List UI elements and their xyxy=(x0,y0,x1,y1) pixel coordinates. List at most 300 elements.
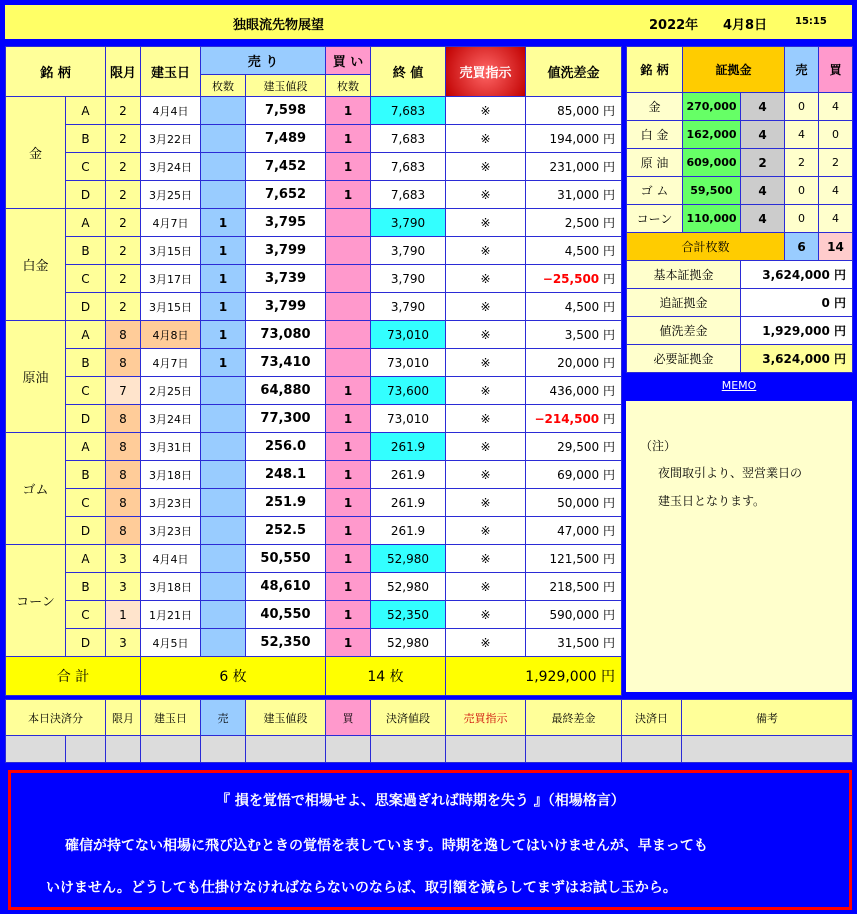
diff-value: 85,000 xyxy=(557,104,600,118)
app-title: 独眼流先物展望 xyxy=(233,18,325,33)
settle-col-sell: 売 xyxy=(201,700,246,736)
position-sell-qty[interactable] xyxy=(201,153,246,181)
position-close-price: 52,980 xyxy=(371,629,446,657)
position-month[interactable]: 8 xyxy=(106,461,141,489)
yen-unit: 円 xyxy=(602,524,615,538)
position-open-price[interactable]: 251.9 xyxy=(246,489,326,517)
position-order-mark[interactable]: ※ xyxy=(446,153,526,181)
position-id: A xyxy=(66,97,106,125)
margin-col-symbol: 銘 柄 xyxy=(627,47,683,93)
position-open-price[interactable]: 3,795 xyxy=(246,209,326,237)
position-id: B xyxy=(66,573,106,601)
settle-col-open-price: 建玉値段 xyxy=(246,700,326,736)
settle-cell[interactable] xyxy=(622,736,682,763)
position-id: D xyxy=(66,517,106,545)
position-id: D xyxy=(66,181,106,209)
margin-commodity: 白 金 xyxy=(627,121,683,149)
position-month[interactable]: 8 xyxy=(106,405,141,433)
position-month[interactable]: 2 xyxy=(106,181,141,209)
position-open-date[interactable]: 4月7日 xyxy=(141,349,201,377)
position-month[interactable]: 2 xyxy=(106,97,141,125)
margin-qty: 4 xyxy=(741,93,785,121)
position-open-price[interactable]: 3,739 xyxy=(246,265,326,293)
position-month[interactable]: 2 xyxy=(106,237,141,265)
position-open-price[interactable]: 64,880 xyxy=(246,377,326,405)
col-sell: 売 り xyxy=(201,47,326,75)
position-id: B xyxy=(66,125,106,153)
settlement-table xyxy=(5,699,853,763)
margin-qty: 4 xyxy=(741,205,785,233)
position-row xyxy=(6,97,622,125)
position-order-mark[interactable]: ※ xyxy=(446,489,526,517)
settle-cell[interactable] xyxy=(446,736,526,763)
position-order-mark[interactable]: ※ xyxy=(446,601,526,629)
position-month[interactable]: 2 xyxy=(106,125,141,153)
diff-value: −25,500 xyxy=(542,272,600,286)
position-diff xyxy=(526,545,622,573)
position-diff xyxy=(526,433,622,461)
position-diff xyxy=(526,349,622,377)
margin-col-buy: 買 xyxy=(819,47,853,93)
margin-sell-qty: 0 xyxy=(785,93,819,121)
position-sell-qty[interactable] xyxy=(201,545,246,573)
diff-value: −214,500 xyxy=(534,412,600,426)
position-buy-qty[interactable] xyxy=(326,293,371,321)
settle-cell[interactable] xyxy=(6,736,66,763)
position-close-price: 261.9 xyxy=(371,461,446,489)
diff-value: 50,000 xyxy=(557,496,600,510)
position-row xyxy=(6,265,622,293)
position-buy-qty[interactable] xyxy=(326,237,371,265)
position-open-date[interactable]: 3月25日 xyxy=(141,181,201,209)
position-close-price: 73,600 xyxy=(371,377,446,405)
position-row xyxy=(6,321,622,349)
summary-value: 3,624,000 円 xyxy=(741,261,853,289)
position-order-mark[interactable]: ※ xyxy=(446,545,526,573)
proverb-line: 確信が持てない相場に飛び込むときの覚悟を表しています。時期を逸してはいけませんが、早まっても xyxy=(65,838,708,854)
commodity-name: 金 xyxy=(6,97,66,209)
margin-buy-qty: 2 xyxy=(819,149,853,177)
diff-value: 3,500 xyxy=(564,328,600,342)
position-buy-qty[interactable]: 1 xyxy=(326,629,371,657)
position-order-mark[interactable]: ※ xyxy=(446,629,526,657)
position-open-date[interactable]: 3月17日 xyxy=(141,265,201,293)
position-buy-qty[interactable]: 1 xyxy=(326,153,371,181)
margin-amount: 270,000 xyxy=(683,93,741,121)
position-sell-qty[interactable] xyxy=(201,461,246,489)
settle-cell[interactable] xyxy=(371,736,446,763)
col-open-date: 建玉日 xyxy=(141,47,201,97)
position-month[interactable]: 8 xyxy=(106,433,141,461)
margin-row xyxy=(627,149,853,177)
diff-value: 194,000 xyxy=(549,132,600,146)
settle-cell[interactable] xyxy=(682,736,853,763)
position-open-price[interactable]: 7,489 xyxy=(246,125,326,153)
settle-col-notes: 備考 xyxy=(682,700,853,736)
position-order-mark[interactable]: ※ xyxy=(446,209,526,237)
header-year: 2022年 xyxy=(649,18,699,33)
position-order-mark[interactable]: ※ xyxy=(446,125,526,153)
position-sell-qty[interactable] xyxy=(201,181,246,209)
position-month[interactable]: 1 xyxy=(106,601,141,629)
position-open-date[interactable]: 3月24日 xyxy=(141,405,201,433)
position-order-mark[interactable]: ※ xyxy=(446,461,526,489)
position-diff xyxy=(526,97,622,125)
settle-cell[interactable] xyxy=(246,736,326,763)
position-open-date[interactable]: 3月22日 xyxy=(141,125,201,153)
position-close-price: 7,683 xyxy=(371,153,446,181)
yen-unit: 円 xyxy=(602,440,615,454)
position-buy-qty[interactable] xyxy=(326,209,371,237)
position-row xyxy=(6,405,622,433)
position-diff xyxy=(526,181,622,209)
position-order-mark[interactable]: ※ xyxy=(446,573,526,601)
position-order-mark[interactable]: ※ xyxy=(446,237,526,265)
settle-col-open-date: 建玉日 xyxy=(141,700,201,736)
position-diff xyxy=(526,125,622,153)
position-close-price: 52,350 xyxy=(371,601,446,629)
position-order-mark[interactable]: ※ xyxy=(446,97,526,125)
position-diff xyxy=(526,517,622,545)
margin-col-sell: 売 xyxy=(785,47,819,93)
position-sell-qty[interactable] xyxy=(201,517,246,545)
position-close-price: 7,683 xyxy=(371,97,446,125)
yen-unit: 円 xyxy=(602,412,615,426)
yen-unit: 円 xyxy=(602,608,615,622)
position-buy-qty[interactable]: 1 xyxy=(326,433,371,461)
position-open-price[interactable]: 248.1 xyxy=(246,461,326,489)
position-buy-qty[interactable]: 1 xyxy=(326,517,371,545)
position-sell-qty[interactable]: 1 xyxy=(201,265,246,293)
margin-commodity: ゴ ム xyxy=(627,177,683,205)
position-order-mark[interactable]: ※ xyxy=(446,265,526,293)
position-id: C xyxy=(66,601,106,629)
position-row xyxy=(6,461,622,489)
margin-sell-qty: 0 xyxy=(785,205,819,233)
position-diff xyxy=(526,265,622,293)
position-month[interactable]: 7 xyxy=(106,377,141,405)
position-row xyxy=(6,601,622,629)
position-sell-qty[interactable] xyxy=(201,405,246,433)
yen-unit: 円 xyxy=(602,132,615,146)
margin-summary-row xyxy=(627,289,853,317)
yen-unit: 円 xyxy=(602,356,615,370)
position-row xyxy=(6,293,622,321)
position-open-price[interactable]: 40,550 xyxy=(246,601,326,629)
col-symbol: 銘 柄 xyxy=(6,47,106,97)
margin-amount: 162,000 xyxy=(683,121,741,149)
margin-sell-qty: 4 xyxy=(785,121,819,149)
position-row xyxy=(6,545,622,573)
position-open-date[interactable]: 3月18日 xyxy=(141,573,201,601)
col-month: 限月 xyxy=(106,47,141,97)
diff-value: 231,000 xyxy=(549,160,600,174)
col-order: 売買指示 xyxy=(446,47,526,97)
position-month[interactable]: 3 xyxy=(106,629,141,657)
position-sell-qty[interactable] xyxy=(201,489,246,517)
position-sell-qty[interactable] xyxy=(201,433,246,461)
settle-col-settle-price: 決済値段 xyxy=(371,700,446,736)
position-sell-qty[interactable] xyxy=(201,573,246,601)
position-open-price[interactable]: 77,300 xyxy=(246,405,326,433)
position-diff xyxy=(526,573,622,601)
summary-value: 1,929,000 円 xyxy=(741,317,853,345)
position-open-price[interactable]: 48,610 xyxy=(246,573,326,601)
position-open-date[interactable]: 4月7日 xyxy=(141,209,201,237)
position-order-mark[interactable]: ※ xyxy=(446,321,526,349)
margin-buy-qty: 0 xyxy=(819,121,853,149)
position-open-price[interactable]: 52,350 xyxy=(246,629,326,657)
position-id: B xyxy=(66,237,106,265)
position-open-date[interactable]: 4月4日 xyxy=(141,97,201,125)
position-close-price: 52,980 xyxy=(371,573,446,601)
margin-sell-qty: 0 xyxy=(785,177,819,205)
position-open-price[interactable]: 7,652 xyxy=(246,181,326,209)
position-order-mark[interactable]: ※ xyxy=(446,405,526,433)
position-open-date[interactable]: 4月5日 xyxy=(141,629,201,657)
position-month[interactable]: 2 xyxy=(106,209,141,237)
position-month[interactable]: 3 xyxy=(106,545,141,573)
margin-table xyxy=(626,46,853,373)
total-label: 合 計 xyxy=(6,657,141,696)
position-id: B xyxy=(66,349,106,377)
position-row xyxy=(6,349,622,377)
diff-value: 436,000 xyxy=(549,384,600,398)
yen-unit: 円 xyxy=(602,244,615,258)
position-buy-qty[interactable]: 1 xyxy=(326,97,371,125)
position-order-mark[interactable]: ※ xyxy=(446,433,526,461)
settle-col-final-diff: 最終差金 xyxy=(526,700,622,736)
margin-sell-qty: 2 xyxy=(785,149,819,177)
yen-unit: 円 xyxy=(602,384,615,398)
yen-unit: 円 xyxy=(602,188,615,202)
position-buy-qty[interactable] xyxy=(326,321,371,349)
yen-unit: 円 xyxy=(602,160,615,174)
position-id: C xyxy=(66,265,106,293)
margin-row xyxy=(627,93,853,121)
position-buy-qty[interactable]: 1 xyxy=(326,377,371,405)
position-id: C xyxy=(66,489,106,517)
position-diff xyxy=(526,293,622,321)
position-close-price: 7,683 xyxy=(371,181,446,209)
header-time: 15:15 xyxy=(795,16,827,27)
summary-label: 必要証拠金 xyxy=(627,345,741,373)
diff-value: 218,500 xyxy=(549,580,600,594)
position-row xyxy=(6,489,622,517)
yen-unit: 円 xyxy=(602,104,615,118)
col-buy: 買 い xyxy=(326,47,371,75)
position-open-date[interactable]: 3月15日 xyxy=(141,293,201,321)
diff-value: 47,000 xyxy=(557,524,600,538)
position-open-price[interactable]: 7,598 xyxy=(246,97,326,125)
position-row xyxy=(6,181,622,209)
position-sell-qty[interactable] xyxy=(201,601,246,629)
position-id: D xyxy=(66,405,106,433)
diff-value: 121,500 xyxy=(549,552,600,566)
yen-unit: 円 xyxy=(602,216,615,230)
position-open-date[interactable]: 3月23日 xyxy=(141,517,201,545)
position-diff xyxy=(526,377,622,405)
margin-commodity: 原 油 xyxy=(627,149,683,177)
position-open-date[interactable]: 3月24日 xyxy=(141,153,201,181)
position-row xyxy=(6,209,622,237)
margin-col-deposit: 証拠金 xyxy=(683,47,785,93)
position-open-date[interactable]: 3月23日 xyxy=(141,489,201,517)
position-id: B xyxy=(66,461,106,489)
settle-cell[interactable] xyxy=(201,736,246,763)
position-order-mark[interactable]: ※ xyxy=(446,377,526,405)
col-close: 終 値 xyxy=(371,47,446,97)
position-buy-qty[interactable] xyxy=(326,349,371,377)
position-sell-qty[interactable] xyxy=(201,125,246,153)
settle-cell[interactable] xyxy=(141,736,201,763)
position-sell-qty[interactable]: 1 xyxy=(201,293,246,321)
position-row xyxy=(6,573,622,601)
position-month[interactable]: 8 xyxy=(106,321,141,349)
position-month[interactable]: 8 xyxy=(106,489,141,517)
position-row xyxy=(6,153,622,181)
position-row xyxy=(6,237,622,265)
col-sell-qty: 枚数 xyxy=(201,75,246,97)
position-diff xyxy=(526,629,622,657)
margin-qty: 4 xyxy=(741,121,785,149)
margin-commodity: コーン xyxy=(627,205,683,233)
position-month[interactable]: 8 xyxy=(106,349,141,377)
position-id: D xyxy=(66,293,106,321)
position-sell-qty[interactable] xyxy=(201,377,246,405)
position-open-date[interactable]: 4月8日 xyxy=(141,321,201,349)
col-buy-qty: 枚数 xyxy=(326,75,371,97)
position-open-price[interactable]: 7,452 xyxy=(246,153,326,181)
position-row xyxy=(6,125,622,153)
position-open-date[interactable]: 3月31日 xyxy=(141,433,201,461)
position-id: D xyxy=(66,629,106,657)
memo-link[interactable]: MEMO xyxy=(721,379,757,392)
settle-cell[interactable] xyxy=(66,736,106,763)
summary-label: 基本証拠金 xyxy=(627,261,741,289)
col-open-price: 建玉値段 xyxy=(246,75,326,97)
commodity-name: 白金 xyxy=(6,209,66,321)
position-order-mark[interactable]: ※ xyxy=(446,293,526,321)
positions-table xyxy=(5,46,622,696)
position-open-date[interactable]: 1月21日 xyxy=(141,601,201,629)
position-buy-qty[interactable]: 1 xyxy=(326,489,371,517)
position-buy-qty[interactable]: 1 xyxy=(326,461,371,489)
proverb-line: いけません。どうしても仕掛けなければならないのならば、取引額を減らしてまずはお試し玉から。 xyxy=(46,880,677,896)
position-sell-qty[interactable] xyxy=(201,629,246,657)
position-open-date[interactable]: 3月18日 xyxy=(141,461,201,489)
position-open-date[interactable]: 3月15日 xyxy=(141,237,201,265)
yen-unit: 円 xyxy=(602,636,615,650)
position-close-price: 261.9 xyxy=(371,433,446,461)
diff-value: 590,000 xyxy=(549,608,600,622)
position-buy-qty[interactable]: 1 xyxy=(326,405,371,433)
position-order-mark[interactable]: ※ xyxy=(446,349,526,377)
settle-cell[interactable] xyxy=(326,736,371,763)
position-diff xyxy=(526,601,622,629)
position-close-price: 3,790 xyxy=(371,237,446,265)
position-order-mark[interactable]: ※ xyxy=(446,181,526,209)
position-month[interactable]: 3 xyxy=(106,573,141,601)
position-buy-qty[interactable]: 1 xyxy=(326,601,371,629)
header-date: 4月8日 xyxy=(723,18,768,33)
settle-cell[interactable] xyxy=(526,736,622,763)
diff-value: 31,000 xyxy=(557,188,600,202)
position-buy-qty[interactable]: 1 xyxy=(326,181,371,209)
margin-summary-row xyxy=(627,345,853,373)
title-bar xyxy=(5,5,852,39)
margin-total-row xyxy=(627,233,853,261)
position-month[interactable]: 2 xyxy=(106,293,141,321)
margin-qty: 2 xyxy=(741,149,785,177)
position-month[interactable]: 2 xyxy=(106,153,141,181)
position-open-price[interactable]: 256.0 xyxy=(246,433,326,461)
position-sell-qty[interactable]: 1 xyxy=(201,209,246,237)
yen-unit: 円 xyxy=(602,468,615,482)
position-close-price: 7,683 xyxy=(371,125,446,153)
col-diff: 値洗差金 xyxy=(526,47,622,97)
position-open-date[interactable]: 4月4日 xyxy=(141,545,201,573)
settle-col-today: 本日決済分 xyxy=(6,700,106,736)
position-sell-qty[interactable]: 1 xyxy=(201,237,246,265)
summary-value: 3,624,000 円 xyxy=(741,345,853,373)
position-id: C xyxy=(66,377,106,405)
position-diff xyxy=(526,461,622,489)
diff-value: 4,500 xyxy=(564,300,600,314)
total-diff: 1,929,000 円 xyxy=(446,657,622,696)
yen-unit: 円 xyxy=(602,300,615,314)
commodity-name: 原油 xyxy=(6,321,66,433)
position-close-price: 3,790 xyxy=(371,293,446,321)
position-sell-qty[interactable]: 1 xyxy=(201,349,246,377)
yen-unit: 円 xyxy=(602,496,615,510)
position-open-price[interactable]: 73,080 xyxy=(246,321,326,349)
position-id: A xyxy=(66,321,106,349)
commodity-name: ゴム xyxy=(6,433,66,545)
position-row xyxy=(6,433,622,461)
position-close-price: 261.9 xyxy=(371,517,446,545)
margin-summary-row xyxy=(627,261,853,289)
position-open-price[interactable]: 252.5 xyxy=(246,517,326,545)
settle-cell[interactable] xyxy=(106,736,141,763)
position-id: A xyxy=(66,209,106,237)
position-open-date[interactable]: 2月25日 xyxy=(141,377,201,405)
position-close-price: 73,010 xyxy=(371,405,446,433)
position-open-price[interactable]: 3,799 xyxy=(246,293,326,321)
position-buy-qty[interactable]: 1 xyxy=(326,125,371,153)
margin-row xyxy=(627,205,853,233)
position-sell-qty[interactable] xyxy=(201,97,246,125)
margin-total-label: 合計枚数 xyxy=(627,233,785,261)
settle-col-date: 決済日 xyxy=(622,700,682,736)
position-buy-qty[interactable]: 1 xyxy=(326,573,371,601)
summary-value: 0 円 xyxy=(741,289,853,317)
margin-total-sell: 6 xyxy=(785,233,819,261)
position-month[interactable]: 8 xyxy=(106,517,141,545)
position-id: C xyxy=(66,153,106,181)
position-open-price[interactable]: 3,799 xyxy=(246,237,326,265)
position-open-price[interactable]: 73,410 xyxy=(246,349,326,377)
margin-buy-qty: 4 xyxy=(819,205,853,233)
position-buy-qty[interactable] xyxy=(326,265,371,293)
position-close-price: 261.9 xyxy=(371,489,446,517)
position-open-price[interactable]: 50,550 xyxy=(246,545,326,573)
position-order-mark[interactable]: ※ xyxy=(446,517,526,545)
position-month[interactable]: 2 xyxy=(106,265,141,293)
margin-buy-qty: 4 xyxy=(819,177,853,205)
position-sell-qty[interactable]: 1 xyxy=(201,321,246,349)
position-buy-qty[interactable]: 1 xyxy=(326,545,371,573)
